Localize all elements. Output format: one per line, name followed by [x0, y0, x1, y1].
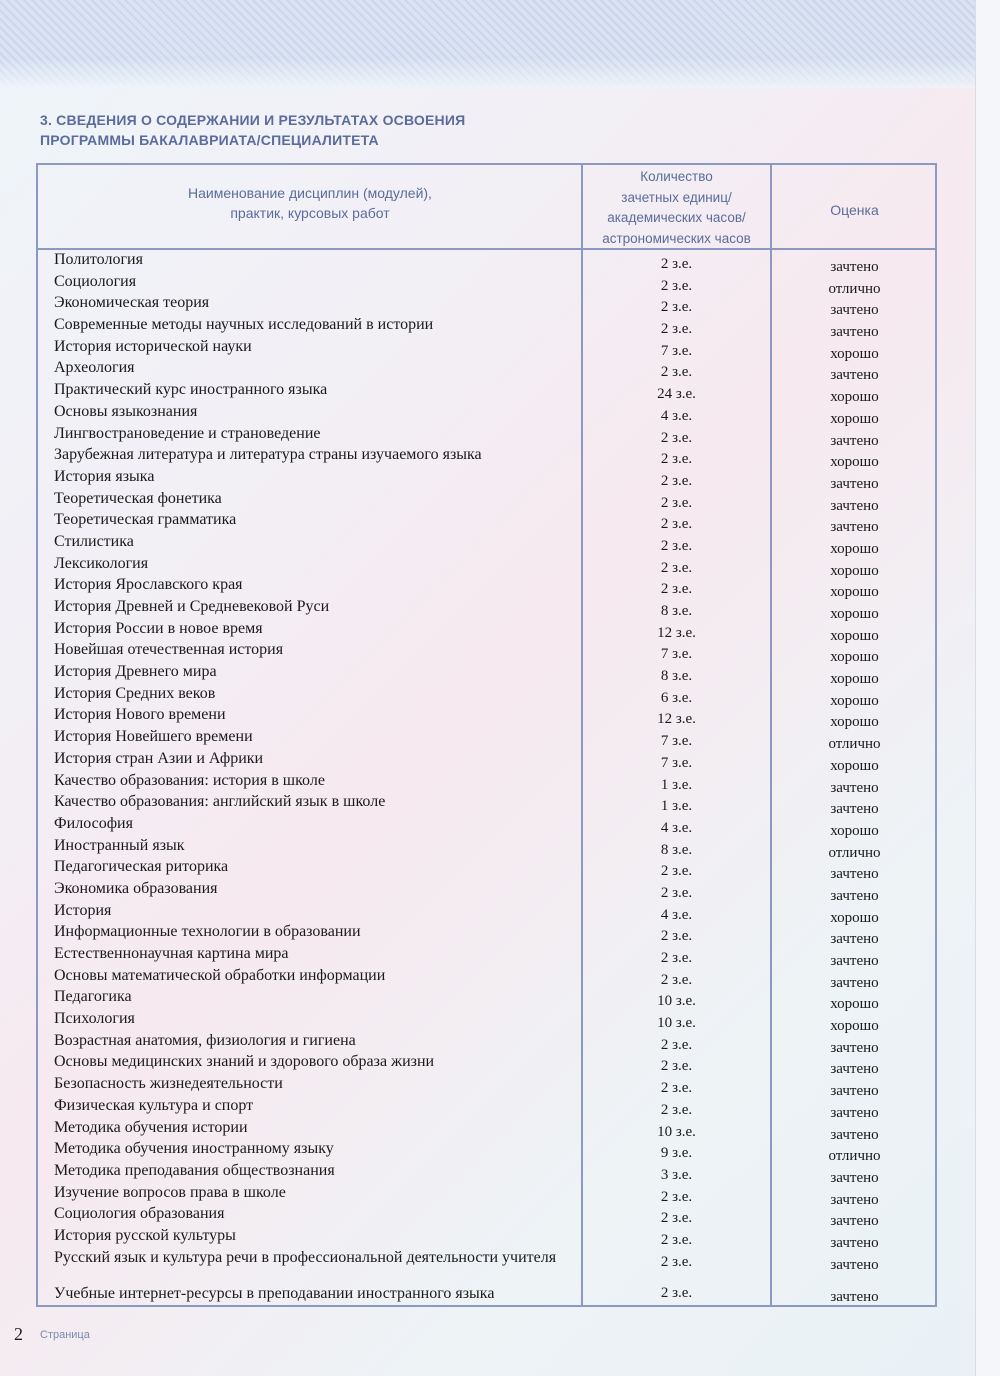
discipline-name: История Древнего мира — [54, 663, 217, 681]
discipline-name: Русский язык и культура речи в профессиональной деятельности учителя — [54, 1248, 557, 1266]
discipline-name: Философия — [54, 814, 133, 832]
credit-units: 2 з.е. — [660, 928, 693, 945]
grade: зачтено — [830, 259, 879, 275]
credit-units: 8 з.е. — [660, 668, 693, 685]
grade: хорошо — [830, 562, 879, 579]
credit-units: 24 з.е. — [657, 386, 696, 403]
credit-units: 2 з.е. — [660, 277, 693, 294]
discipline-name: Качество образования: английский язык в школе — [54, 793, 386, 811]
grade: хорошо — [830, 606, 879, 622]
header-units-line3: академических часов/ — [607, 210, 746, 225]
discipline-name: Теоретическая грамматика — [54, 511, 237, 529]
grade: зачтено — [830, 1061, 879, 1078]
discipline-name: Качество образования: история в школе — [54, 771, 325, 789]
table-row — [0, 1248, 1000, 1281]
grade: хорошо — [830, 540, 879, 557]
discipline-name: Лингвострановедение и страноведение — [54, 424, 321, 442]
grade: зачтено — [830, 779, 879, 796]
table-row — [0, 1183, 1000, 1208]
table-row — [0, 727, 1000, 753]
header-discipline-name — [100, 183, 520, 223]
grade: зачтено — [830, 302, 879, 319]
discipline-name: Политология — [54, 251, 143, 268]
credit-units: 2 з.е. — [660, 884, 693, 901]
discipline-name: Педагогика — [54, 988, 132, 1006]
table-row — [0, 358, 1000, 384]
credit-units: 4 з.е. — [660, 906, 693, 923]
section-title-line1: 3. СВЕДЕНИЯ О СОДЕРЖАНИИ И РЕЗУЛЬТАТАХ ОСВОЕНИЯ — [40, 112, 466, 128]
header-units-line1: Количество — [640, 169, 713, 184]
discipline-name: Методика обучения иностранному языку — [54, 1140, 334, 1158]
table-row — [0, 922, 1000, 948]
credit-units: 10 з.е. — [657, 993, 696, 1010]
table-row — [0, 1096, 1000, 1121]
credit-units: 2 з.е. — [660, 1058, 693, 1075]
credit-units: 2 з.е. — [660, 1231, 693, 1248]
credit-units: 7 з.е. — [660, 733, 693, 750]
table-row — [0, 771, 1000, 796]
grade: зачтено — [830, 1191, 879, 1208]
table-row — [0, 1052, 1000, 1078]
credit-units: 2 з.е. — [660, 321, 693, 338]
grade: отлично — [828, 736, 881, 753]
grade: зачтено — [830, 953, 879, 969]
table-row — [0, 467, 1000, 492]
discipline-name: Экономика образования — [54, 879, 218, 897]
table-row — [0, 250, 1000, 275]
discipline-name: История Древней и Средневековой Руси — [54, 598, 330, 615]
credit-units: 2 з.е. — [660, 950, 693, 966]
credit-units: 2 з.е. — [660, 1101, 693, 1118]
grade: зачтено — [830, 974, 879, 991]
credit-units: 2 з.е. — [660, 537, 693, 554]
credit-units: 2 з.е. — [660, 299, 693, 316]
table-row — [0, 1074, 1000, 1100]
grade: отлично — [828, 280, 881, 297]
discipline-name: Зарубежная литература и литература страны изучаемого языка — [54, 446, 482, 464]
grade: зачтено — [830, 497, 879, 514]
discipline-name: Изучение вопросов права в школе — [54, 1183, 286, 1201]
grade: хорошо — [830, 671, 879, 688]
credit-units: 2 з.е. — [660, 1210, 693, 1227]
table-row — [0, 814, 1000, 839]
discipline-name: Практический курс иностранного языка — [54, 381, 328, 399]
table-row — [0, 879, 1000, 904]
grade: хорошо — [830, 345, 879, 362]
table-row — [0, 489, 1000, 514]
table-row — [0, 1161, 1000, 1186]
discipline-name: Естественнонаучная картина мира — [54, 945, 289, 962]
table-row — [0, 315, 1000, 341]
table-row — [0, 836, 1000, 861]
credit-units: 2 з.е. — [660, 1036, 693, 1053]
table-row — [0, 705, 1000, 731]
credit-units: 7 з.е. — [660, 342, 693, 359]
grade: зачтено — [830, 367, 879, 384]
credit-units: 3 з.е. — [660, 1166, 693, 1183]
table-row — [0, 684, 1000, 709]
grade: хорошо — [830, 389, 879, 406]
table-row — [0, 1031, 1000, 1056]
grade: хорошо — [830, 627, 879, 644]
grade: хорошо — [830, 714, 879, 731]
grade: зачтено — [830, 519, 879, 536]
table-row — [0, 293, 1000, 319]
credit-units: 6 з.е. — [660, 689, 693, 706]
discipline-name: Возрастная анатомия, физиология и гигиена — [54, 1031, 356, 1049]
discipline-name: История стран Азии и Африки — [54, 749, 264, 767]
grade: зачтено — [830, 324, 879, 341]
credit-units: 10 з.е. — [657, 1015, 696, 1032]
grade: хорошо — [830, 454, 879, 471]
grade: зачтено — [830, 1083, 879, 1100]
credit-units: 12 з.е. — [657, 624, 696, 641]
credit-units: 2 з.е. — [660, 472, 693, 489]
grade: зачтено — [830, 432, 879, 449]
credit-units: 1 з.е. — [660, 798, 693, 815]
table-row — [0, 1281, 1000, 1309]
grade: хорошо — [830, 649, 879, 666]
credit-units: 2 з.е. — [660, 429, 693, 446]
credit-units: 2 з.е. — [660, 1253, 693, 1270]
table-row — [0, 792, 1000, 818]
table-row — [0, 1226, 1000, 1251]
credit-units: 7 з.е. — [660, 646, 693, 663]
table-row — [0, 1118, 1000, 1143]
grade: зачтено — [830, 475, 879, 492]
credit-units: 2 з.е. — [660, 559, 693, 576]
grade: хорошо — [830, 410, 879, 427]
discipline-name: Теоретическая фонетика — [54, 489, 222, 507]
credit-units: 2 з.е. — [660, 516, 693, 533]
credit-units: 7 з.е. — [660, 754, 693, 771]
grade: хорошо — [830, 692, 879, 709]
credit-units: 8 з.е. — [660, 841, 693, 858]
grade: отлично — [828, 1148, 881, 1165]
grade: отлично — [828, 844, 881, 861]
credit-units: 2 з.е. — [660, 581, 693, 598]
grade: зачтено — [830, 801, 879, 818]
discipline-name: Археология — [54, 359, 135, 377]
discipline-name: Методика преподавания обществознания — [54, 1161, 335, 1179]
grade: хорошо — [830, 757, 879, 774]
table-row — [0, 445, 1000, 471]
discipline-name: История Нового времени — [54, 706, 226, 724]
grade: зачтено — [830, 931, 879, 948]
table-row — [0, 597, 1000, 622]
credit-units: 2 з.е. — [660, 863, 693, 880]
discipline-name: Физическая культура и спорт — [54, 1096, 254, 1114]
discipline-name: Экономическая теория — [54, 294, 210, 312]
table-row — [0, 857, 1000, 883]
header-name-line2: практик, курсовых работ — [230, 205, 390, 221]
credit-units: 2 з.е. — [660, 1080, 693, 1097]
credit-units: 2 з.е. — [660, 451, 693, 468]
table-row — [0, 510, 1000, 536]
header-units-line2: зачетных единиц/ — [621, 189, 732, 205]
discipline-name: История России в новое время — [54, 619, 263, 637]
table-row — [0, 987, 1000, 1013]
section-title — [40, 110, 740, 150]
header-credit-units — [583, 167, 770, 249]
discipline-name: История Средних веков — [54, 684, 216, 702]
credit-units: 2 з.е. — [660, 1188, 693, 1205]
table-row — [0, 337, 1000, 362]
table-row — [0, 554, 1000, 579]
credit-units: 2 з.е. — [660, 971, 693, 988]
section-title-line2: ПРОГРАММЫ БАКАЛАВРИАТА/СПЕЦИАЛИТЕТА — [40, 132, 379, 148]
discipline-name: Социология образования — [54, 1205, 225, 1223]
credit-units: 12 з.е. — [657, 711, 696, 728]
table-row — [0, 901, 1000, 926]
table-row — [0, 966, 1000, 991]
discipline-name: Психология — [54, 1010, 135, 1028]
grade: зачтено — [830, 1169, 879, 1186]
discipline-name: Иностранный язык — [54, 836, 185, 854]
discipline-name: Новейшая отечественная история — [54, 641, 284, 659]
grade: зачтено — [830, 1288, 879, 1305]
discipline-name: Методика обучения истории — [54, 1118, 248, 1136]
table-row — [0, 1204, 1000, 1230]
security-pattern-band — [0, 0, 975, 88]
table-row — [0, 1009, 1000, 1035]
discipline-name: Стилистика — [54, 532, 134, 550]
discipline-name: Основы математической обработки информации — [54, 966, 386, 984]
header-units-line4: астрономических часов — [602, 230, 751, 246]
credit-units: 2 з.е. — [660, 494, 693, 511]
grade: хорошо — [830, 996, 879, 1013]
discipline-name: Основы медицинских знаний и здорового образа жизни — [54, 1053, 435, 1071]
results-table-body — [0, 250, 1000, 1309]
credit-units: 2 з.е. — [660, 256, 693, 272]
discipline-name: Педагогическая риторика — [54, 858, 229, 876]
grade: хорошо — [830, 1018, 879, 1035]
grade: зачтено — [830, 887, 879, 904]
table-row — [0, 402, 1000, 427]
grade: зачтено — [830, 1234, 879, 1251]
discipline-name: Учебные интернет-ресурсы в преподавании иностранного языка — [54, 1284, 495, 1302]
grade: хорошо — [830, 584, 879, 601]
table-row — [0, 944, 1000, 969]
discipline-name: Основы языкознания — [54, 402, 198, 420]
discipline-name: История Новейшего времени — [54, 728, 253, 746]
discipline-name: История русской культуры — [54, 1226, 236, 1244]
grade: зачтено — [830, 1256, 879, 1273]
table-row — [0, 662, 1000, 688]
table-row — [0, 272, 1000, 297]
table-row — [0, 424, 1000, 449]
discipline-name: История — [54, 901, 112, 919]
table-row — [0, 532, 1000, 557]
credit-units: 4 з.е. — [660, 819, 693, 836]
table-row — [0, 380, 1000, 406]
credit-units: 2 з.е. — [660, 1284, 693, 1301]
table-row — [0, 1139, 1000, 1165]
credit-units: 10 з.е. — [657, 1123, 696, 1140]
grade: хорошо — [830, 909, 879, 926]
page-label: Страница — [40, 1329, 90, 1341]
discipline-name: Информационные технологии в образовании — [54, 923, 361, 941]
table-row — [0, 749, 1000, 774]
discipline-name: История Ярославского края — [54, 576, 243, 594]
credit-units: 9 з.е. — [660, 1145, 693, 1162]
header-name-line1: Наименование дисциплин (модулей), — [188, 185, 432, 201]
page-number: 2 — [14, 1324, 23, 1344]
header-grade: Оценка — [830, 202, 879, 218]
discipline-name: Современные методы научных исследований в истории — [54, 316, 434, 334]
table-row — [0, 640, 1000, 666]
grade: зачтено — [830, 866, 879, 883]
table-row — [0, 575, 1000, 601]
credit-units: 4 з.е. — [660, 407, 693, 424]
grade: зачтено — [830, 1126, 879, 1143]
table-row — [0, 619, 1000, 644]
discipline-name: История языка — [54, 467, 155, 485]
grade: зачтено — [830, 1039, 879, 1056]
grade: зачтено — [830, 1213, 879, 1230]
discipline-name: Безопасность жизнедеятельности — [54, 1075, 283, 1093]
credit-units: 2 з.е. — [660, 364, 693, 381]
grade: зачтено — [830, 1104, 879, 1121]
discipline-name: Социология — [54, 272, 137, 290]
grade: хорошо — [830, 822, 879, 839]
credit-units: 8 з.е. — [660, 603, 693, 619]
discipline-name: Лексикология — [54, 554, 149, 572]
discipline-name: История исторической науки — [54, 337, 252, 355]
credit-units: 1 з.е. — [660, 776, 693, 793]
